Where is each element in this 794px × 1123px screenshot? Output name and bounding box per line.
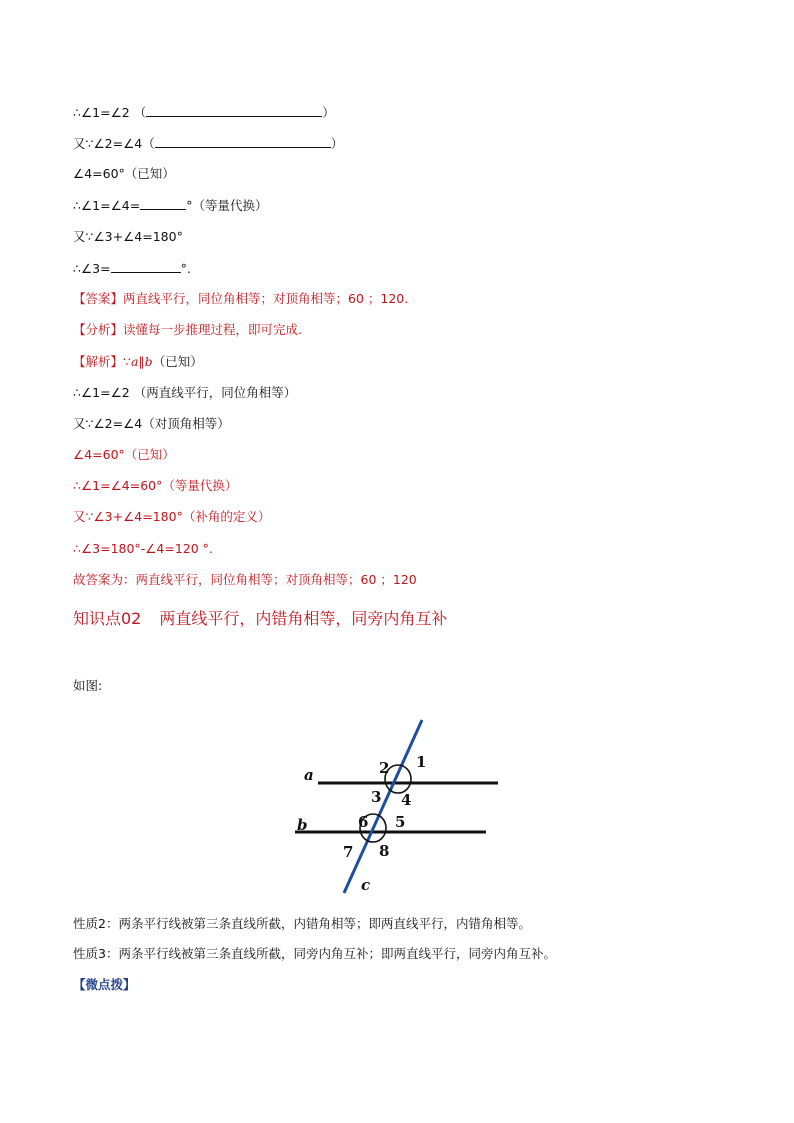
- section-number: 知识点02: [73, 609, 142, 628]
- angle-label-8: 8: [379, 842, 390, 860]
- solution-line-2: 又∵∠2=∠4（对顶角相等）: [73, 416, 230, 431]
- question-line-6: ∴∠3= °.: [73, 261, 191, 276]
- question-line-3: ∠4=60°（已知）: [73, 166, 175, 181]
- question-line-4: ∴∠1=∠4= °（等量代换）: [73, 198, 268, 213]
- answer-line: 【答案】两直线平行，同位角相等；对顶角相等；60 ；120.: [73, 291, 409, 306]
- parallel-lines-diagram: [280, 710, 510, 900]
- section-title: 两直线平行，内错角相等，同旁内角互补: [159, 609, 448, 628]
- angle-label-3: 3: [371, 788, 382, 806]
- solution-line-1: ∴∠1=∠2 （两直线平行，同位角相等）: [73, 385, 297, 400]
- angle-label-4: 4: [401, 791, 412, 809]
- section-heading: [73, 606, 447, 629]
- solution-final: 故答案为：两直线平行，同位角相等；对顶角相等；60 ；120: [73, 572, 417, 587]
- angle-label-7: 7: [343, 843, 354, 861]
- question-line-2: 又∵∠2=∠4（ ）: [73, 136, 344, 151]
- figure-intro: 如图:: [73, 678, 103, 693]
- label-b: b: [297, 816, 308, 834]
- question-line-5: 又∵∠3+∠4=180°: [73, 229, 183, 244]
- solution-tag: 【解析】: [73, 354, 124, 369]
- answer-blank: [111, 260, 181, 273]
- solution-line-5: 又∵∠3+∠4=180°（补角的定义）: [73, 509, 271, 524]
- angle-label-1: 1: [416, 753, 427, 771]
- answer-blank: [146, 104, 322, 117]
- question-line-1: ∴∠1=∠2 （ ）: [73, 105, 335, 120]
- analysis-line: 【分析】读懂每一步推理过程，即可完成.: [73, 322, 302, 337]
- property-2: 性质2：两条平行线被第三条直线所截，内错角相等；即两直线平行，内错角相等。: [73, 916, 531, 931]
- solution-line-0: 【解析】∵a∥b（已知）: [73, 354, 203, 369]
- answer-blank: [140, 197, 186, 210]
- tip-tag: 【微点拨】: [73, 977, 136, 992]
- angle-label-5: 5: [395, 813, 406, 831]
- property-3: 性质3：两条平行线被第三条直线所截，同旁内角互补；即两直线平行，同旁内角互补。: [73, 946, 556, 961]
- solution-line-4: ∴∠1=∠4=60°（等量代换）: [73, 478, 238, 493]
- label-a: a: [304, 766, 314, 784]
- solution-line-3: ∠4=60°（已知）: [73, 447, 175, 462]
- answer-tag: 【答案】: [73, 291, 124, 306]
- angle-label-2: 2: [379, 759, 390, 777]
- analysis-tag: 【分析】: [73, 322, 124, 337]
- answer-blank: [155, 135, 331, 148]
- angle-label-6: 6: [358, 813, 369, 831]
- solution-line-6: ∴∠3=180°-∠4=120 °.: [73, 541, 213, 556]
- label-c: c: [361, 876, 371, 894]
